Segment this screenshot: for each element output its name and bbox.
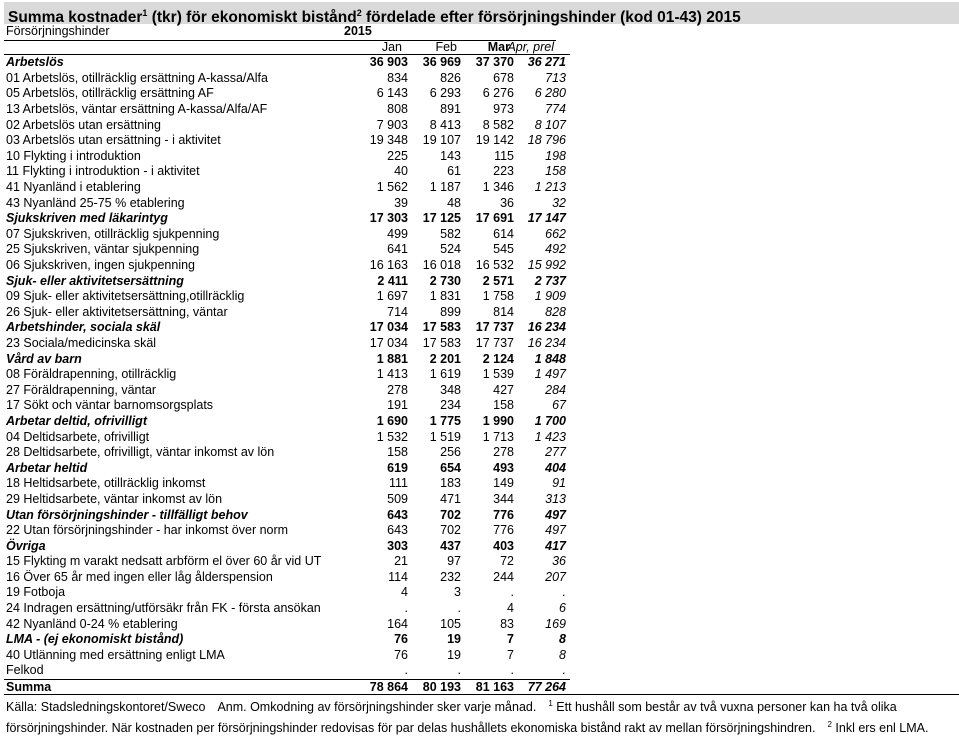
cell-apr: 198 [545, 148, 566, 163]
table-row [4, 164, 570, 180]
cell-apr: 6 280 [534, 86, 566, 101]
cell-mar: 17 691 [475, 211, 514, 226]
cell-jan: 16 163 [369, 258, 408, 273]
table-row [4, 258, 570, 274]
cell-feb: 16 018 [422, 258, 461, 273]
cell-mar: 1 758 [482, 289, 514, 304]
table-row [4, 382, 570, 398]
cell-mar: 614 [493, 226, 514, 241]
cell-jan: 76 [394, 632, 408, 647]
cell-feb: 80 193 [408, 679, 461, 695]
cell-mar: 223 [493, 164, 514, 179]
cell-jan: 17 034 [369, 320, 408, 335]
cell-apr: 277 [545, 445, 566, 460]
cell-apr: 8 [559, 647, 566, 662]
cell-jan: . [404, 601, 408, 616]
cell-apr: 404 [545, 460, 566, 475]
cell-jan: 114 [388, 569, 408, 584]
cell-jan: 1 881 [376, 351, 408, 366]
cost-table [4, 54, 570, 695]
cell-jan: 278 [387, 382, 408, 397]
row-label: 26 Sjuk- eller aktivitetsersättning, väntar [6, 304, 228, 319]
cell-apr: 828 [545, 304, 566, 319]
row-label: Utan försörjningshinder - tillfälligt behov [6, 507, 248, 522]
table-row [4, 71, 570, 87]
group-row [4, 507, 570, 523]
row-label: Arbetar deltid, ofrivilligt [6, 413, 147, 428]
footnote-2-text: Inkl ers enl LMA. [831, 721, 929, 735]
cell-jan: 225 [387, 148, 408, 163]
cell-jan: 6 143 [376, 86, 408, 101]
cell-mar: 973 [493, 102, 514, 117]
cell-mar: 72 [500, 554, 514, 569]
row-label: 18 Heltidsarbete, otillräcklig inkomst [6, 476, 206, 491]
cell-feb: 256 [440, 445, 461, 460]
cell-jan: 21 [394, 554, 408, 569]
cell-apr: 16 234 [527, 320, 566, 335]
cell-feb: . [457, 601, 461, 616]
table-row [4, 133, 570, 149]
cell-feb: 8 413 [429, 117, 461, 132]
table-row [4, 195, 570, 211]
cell-jan: 7 903 [376, 117, 408, 132]
cell-jan: 39 [394, 195, 408, 210]
cell-feb: 524 [440, 242, 461, 257]
cell-jan: 19 348 [369, 133, 408, 148]
cell-mar: 1 346 [482, 180, 514, 195]
cell-mar: 37 370 [475, 55, 514, 70]
cell-mar: 776 [493, 507, 514, 522]
cell-apr: 417 [545, 538, 566, 553]
cell-feb: 48 [447, 195, 461, 210]
group-row [4, 538, 570, 554]
cell-apr: 32 [552, 195, 566, 210]
cell-apr: 36 [552, 554, 566, 569]
row-label: 10 Flykting i introduktion [6, 148, 141, 163]
row-label: LMA - (ej ekonomiskt bistånd) [6, 632, 184, 647]
row-label: 11 Flykting i introduktion - i aktivitet [6, 164, 200, 179]
table-row [4, 554, 570, 570]
row-label: Sjuk- eller aktivitetsersättning [6, 273, 184, 288]
cell-mar: 115 [494, 148, 514, 163]
cell-apr: 1 700 [534, 413, 566, 428]
table-row [4, 429, 570, 445]
row-label: 06 Sjukskriven, ingen sjukpenning [6, 258, 196, 273]
group-row [4, 351, 570, 367]
row-label: 08 Föräldrapenning, otillräcklig [6, 367, 177, 382]
column-header-year: 2015 [344, 24, 372, 38]
cell-jan: 164 [387, 616, 408, 631]
group-row [4, 273, 570, 289]
cell-mar: 36 [500, 195, 514, 210]
cell-jan: 303 [387, 538, 408, 553]
cell-mar: 2 124 [482, 351, 514, 366]
cell-apr: 15 992 [527, 258, 566, 273]
cell-feb: 183 [440, 476, 461, 491]
cell-apr: 207 [545, 569, 566, 584]
cell-feb: 1 187 [429, 180, 461, 195]
cell-feb: . [457, 663, 461, 678]
table-row [4, 616, 570, 632]
cell-mar: 244 [493, 569, 514, 584]
cell-apr: 774 [545, 102, 566, 117]
row-label: 05 Arbetslös, otillräcklig ersättning AF [6, 86, 214, 101]
row-label: 03 Arbetslös utan ersättning - i aktivitet [6, 133, 221, 148]
row-label: 29 Heltidsarbete, väntar inkomst av lön [6, 491, 223, 506]
table-row [4, 227, 570, 243]
cell-apr: 158 [545, 164, 566, 179]
cell-apr: 67 [552, 398, 566, 413]
cell-mar: 2 571 [482, 273, 514, 288]
cell-mar: 81 163 [461, 679, 514, 695]
cell-mar: 17 737 [475, 335, 514, 350]
cell-mar: 158 [493, 398, 514, 413]
cell-feb: 702 [440, 523, 461, 538]
table-row [4, 149, 570, 165]
cell-apr: 1 909 [534, 289, 566, 304]
cell-jan: 1 697 [376, 289, 408, 304]
cell-mar: 678 [493, 70, 514, 85]
cell-mar: 4 [507, 601, 514, 616]
table-row [4, 523, 570, 539]
row-label: 40 Utlänning med ersättning enligt LMA [6, 647, 225, 662]
row-label: 27 Föräldrapenning, väntar [6, 382, 157, 397]
cell-feb: 36 969 [422, 55, 461, 70]
cell-feb: 1 519 [429, 429, 461, 444]
cell-jan: 17 034 [369, 335, 408, 350]
table-row [4, 648, 570, 664]
group-row [4, 460, 570, 476]
cell-feb: 702 [440, 507, 461, 522]
cell-jan: 714 [387, 304, 408, 319]
row-label: 42 Nyanländ 0-24 % etablering [6, 616, 178, 631]
cell-feb: 97 [447, 554, 461, 569]
group-row [4, 55, 570, 71]
cell-mar: 149 [493, 476, 514, 491]
cell-jan: 619 [387, 460, 408, 475]
row-label: Arbetslös [6, 55, 64, 70]
footer-notes [4, 694, 959, 737]
cell-jan: 834 [387, 70, 408, 85]
cell-feb: 61 [447, 164, 461, 179]
group-row [4, 320, 570, 336]
cell-feb: 471 [440, 491, 461, 506]
cell-jan: 158 [387, 445, 408, 460]
cell-apr: 284 [545, 382, 566, 397]
cell-jan: 76 [394, 647, 408, 662]
cell-jan: . [404, 663, 408, 678]
table-row [4, 601, 570, 617]
footer-line-2 [4, 716, 959, 737]
table-row [4, 367, 570, 383]
footnote-1-continued: försörjningshinder. När kostnaden per försörjningshinder redovisas för par delas hushållets ekonomiska bistånd rakt av mellan försörjningshindren. [6, 721, 816, 735]
cell-jan: 641 [387, 242, 408, 257]
cell-apr: 91 [552, 476, 566, 491]
cell-feb: 1 831 [429, 289, 461, 304]
cell-apr: 497 [545, 523, 566, 538]
cell-jan: 2 411 [377, 273, 408, 288]
footnote-1-marker: 1 [548, 699, 553, 708]
cell-jan: 643 [387, 507, 408, 522]
row-label: 22 Utan försörjningshinder - har inkomst över norm [6, 523, 289, 538]
table-row [4, 663, 570, 679]
cell-jan: 191 [387, 398, 408, 413]
report-title: Summa kostnader$^1$ (tkr) för ekonomiskt bistånd$^2$ fördelade efter försörjningshinder (kod 01-43) 2015 [4, 2, 959, 24]
cell-apr: 77 264 [514, 679, 570, 695]
cell-feb: 826 [440, 70, 461, 85]
table-row [4, 585, 570, 601]
cell-apr: 662 [545, 226, 566, 241]
table-header-row [4, 24, 556, 41]
row-label: 16 Över 65 år med ingen eller låg ålderspension [6, 569, 273, 584]
cell-mar: 545 [493, 242, 514, 257]
row-label: 24 Indragen ersättning/utförsäkr från FK - första ansökan [6, 601, 321, 616]
cell-mar: 493 [493, 460, 514, 475]
cell-feb: 2 730 [429, 273, 461, 288]
row-label: 04 Deltidsarbete, ofrivilligt [6, 429, 150, 444]
row-label: Arbetar heltid [6, 460, 88, 475]
column-header-jan: Jan [381, 40, 402, 54]
cell-feb: 348 [440, 382, 461, 397]
cell-apr: 8 [559, 632, 566, 647]
cell-feb: 3 [454, 585, 461, 600]
cell-apr: 16 234 [527, 335, 566, 350]
row-label: Övriga [6, 538, 46, 553]
cell-jan: 4 [401, 585, 408, 600]
source-note: Källa: Stadsledningskontoret/Sweco [6, 700, 206, 714]
row-label: 07 Sjukskriven, otillräcklig sjukpenning [6, 226, 220, 241]
cell-apr: 713 [545, 70, 566, 85]
cell-feb: 17 125 [422, 211, 461, 226]
cell-mar: 776 [493, 523, 514, 538]
cell-jan: 36 903 [369, 55, 408, 70]
cell-feb: 1 775 [429, 413, 461, 428]
row-label: Arbetshinder, sociala skäl [6, 320, 161, 335]
column-header-feb: Feb [435, 40, 457, 54]
cell-feb: 232 [440, 569, 461, 584]
row-label: 23 Sociala/medicinska skäl [6, 335, 157, 350]
cell-apr: 18 796 [527, 133, 566, 148]
cell-mar: 1 990 [482, 413, 514, 428]
cell-jan: 1 690 [376, 413, 408, 428]
cell-apr: 36 271 [527, 55, 566, 70]
row-label: 41 Nyanländ i etablering [6, 180, 141, 195]
cell-jan: 499 [387, 226, 408, 241]
cell-feb: 17 583 [422, 335, 461, 350]
table-row [4, 242, 570, 258]
cell-jan: 40 [394, 164, 408, 179]
cell-apr: 169 [545, 616, 566, 631]
cell-feb: 1 619 [429, 367, 461, 382]
footnote-1-text: Ett hushåll som består av två vuxna personer kan ha två olika [552, 700, 897, 714]
row-label: Vård av barn [6, 351, 82, 366]
table-row [4, 445, 570, 461]
cell-apr: 497 [545, 507, 566, 522]
cell-apr: . [562, 663, 566, 678]
cell-apr: 2 737 [534, 273, 566, 288]
cell-jan: 1 413 [376, 367, 408, 382]
cell-feb: 234 [440, 398, 461, 413]
footer-line-1 [4, 695, 959, 716]
group-row [4, 414, 570, 430]
row-label: 43 Nyanländ 25-75 % etablering [6, 195, 185, 210]
column-header-mar: Mar [487, 40, 510, 54]
cell-jan: 78 864 [336, 679, 408, 695]
cell-apr: 1 848 [534, 351, 566, 366]
cell-feb: 19 [447, 647, 461, 662]
row-label: 01 Arbetslös, otillräcklig ersättning A-kassa/Alfa [6, 70, 268, 85]
table-row [4, 289, 570, 305]
cell-apr: 6 [559, 601, 566, 616]
cell-feb: 19 [447, 632, 461, 647]
cell-apr: 1 497 [534, 367, 566, 382]
cell-apr: . [562, 585, 566, 600]
row-label: 19 Fotboja [6, 585, 66, 600]
group-row [4, 211, 570, 227]
row-label: 17 Sökt och väntar barnomsorgsplats [6, 398, 214, 413]
cell-apr: 313 [545, 491, 566, 506]
cell-mar: 7 [507, 632, 514, 647]
cell-mar: . [510, 663, 514, 678]
table-row [4, 336, 570, 352]
row-label: Summa [4, 679, 336, 695]
cell-feb: 437 [440, 538, 461, 553]
cell-feb: 19 107 [422, 133, 461, 148]
table-row [4, 398, 570, 414]
cell-feb: 105 [440, 616, 461, 631]
total-row [4, 679, 570, 695]
table-row [4, 117, 570, 133]
cell-mar: 403 [493, 538, 514, 553]
cell-mar: 83 [500, 616, 514, 631]
cell-mar: 17 737 [475, 320, 514, 335]
table-row [4, 492, 570, 508]
row-label: 15 Flykting m varakt nedsatt arbförm el över 60 år vid UT [6, 554, 322, 569]
row-label: 02 Arbetslös utan ersättning [6, 117, 161, 132]
table-row [4, 86, 570, 102]
group-row [4, 632, 570, 648]
cell-feb: 17 583 [422, 320, 461, 335]
cell-jan: 643 [387, 523, 408, 538]
cell-mar: 6 276 [482, 86, 514, 101]
cell-jan: 1 532 [376, 429, 408, 444]
table-row [4, 305, 570, 321]
cell-jan: 17 303 [369, 211, 408, 226]
cell-mar: 8 582 [482, 117, 514, 132]
cell-mar: 16 532 [475, 258, 514, 273]
cell-apr: 492 [545, 242, 566, 257]
row-label: 09 Sjuk- eller aktivitetsersättning,otillräcklig [6, 289, 245, 304]
cell-apr: 1 213 [534, 180, 566, 195]
cell-mar: . [510, 585, 514, 600]
cell-feb: 2 201 [429, 351, 461, 366]
cell-feb: 654 [440, 460, 461, 475]
cell-mar: 19 142 [475, 133, 514, 148]
cell-feb: 6 293 [429, 86, 461, 101]
cell-feb: 899 [440, 304, 461, 319]
table-row [4, 476, 570, 492]
remark-note: Anm. Omkodning av försörjningshinder sker varje månad. [217, 700, 537, 714]
cell-jan: 1 562 [376, 180, 408, 195]
cell-mar: 1 539 [482, 367, 514, 382]
cell-apr: 8 107 [534, 117, 566, 132]
row-label: 13 Arbetslös, väntar ersättning A-kassa/Alfa/AF [6, 102, 268, 117]
row-label: 28 Deltidsarbete, ofrivilligt, väntar inkomst av lön [6, 445, 275, 460]
cell-apr: 1 423 [534, 429, 566, 444]
cell-mar: 7 [507, 647, 514, 662]
cell-mar: 814 [493, 304, 514, 319]
cell-feb: 582 [440, 226, 461, 241]
table-row [4, 102, 570, 118]
cell-feb: 143 [440, 148, 461, 163]
cell-jan: 509 [387, 491, 408, 506]
month-header-row [4, 40, 556, 55]
table-row [4, 570, 570, 586]
cell-mar: 427 [493, 382, 514, 397]
row-label: Sjukskriven med läkarintyg [6, 211, 168, 226]
footnote-2-marker: 2 [827, 720, 832, 729]
cell-mar: 278 [493, 445, 514, 460]
row-label: 25 Sjukskriven, väntar sjukpenning [6, 242, 200, 257]
cell-jan: 111 [388, 476, 408, 491]
cell-mar: 344 [493, 491, 514, 506]
column-header-apr: Apr, prel [507, 40, 554, 54]
cell-jan: 808 [387, 102, 408, 117]
row-label: Felkod [6, 663, 44, 678]
cell-apr: 17 147 [527, 211, 566, 226]
table-row [4, 180, 570, 196]
column-header-category: Försörjningshinder [6, 24, 110, 38]
cell-mar: 1 713 [482, 429, 514, 444]
cell-feb: 891 [440, 102, 461, 117]
